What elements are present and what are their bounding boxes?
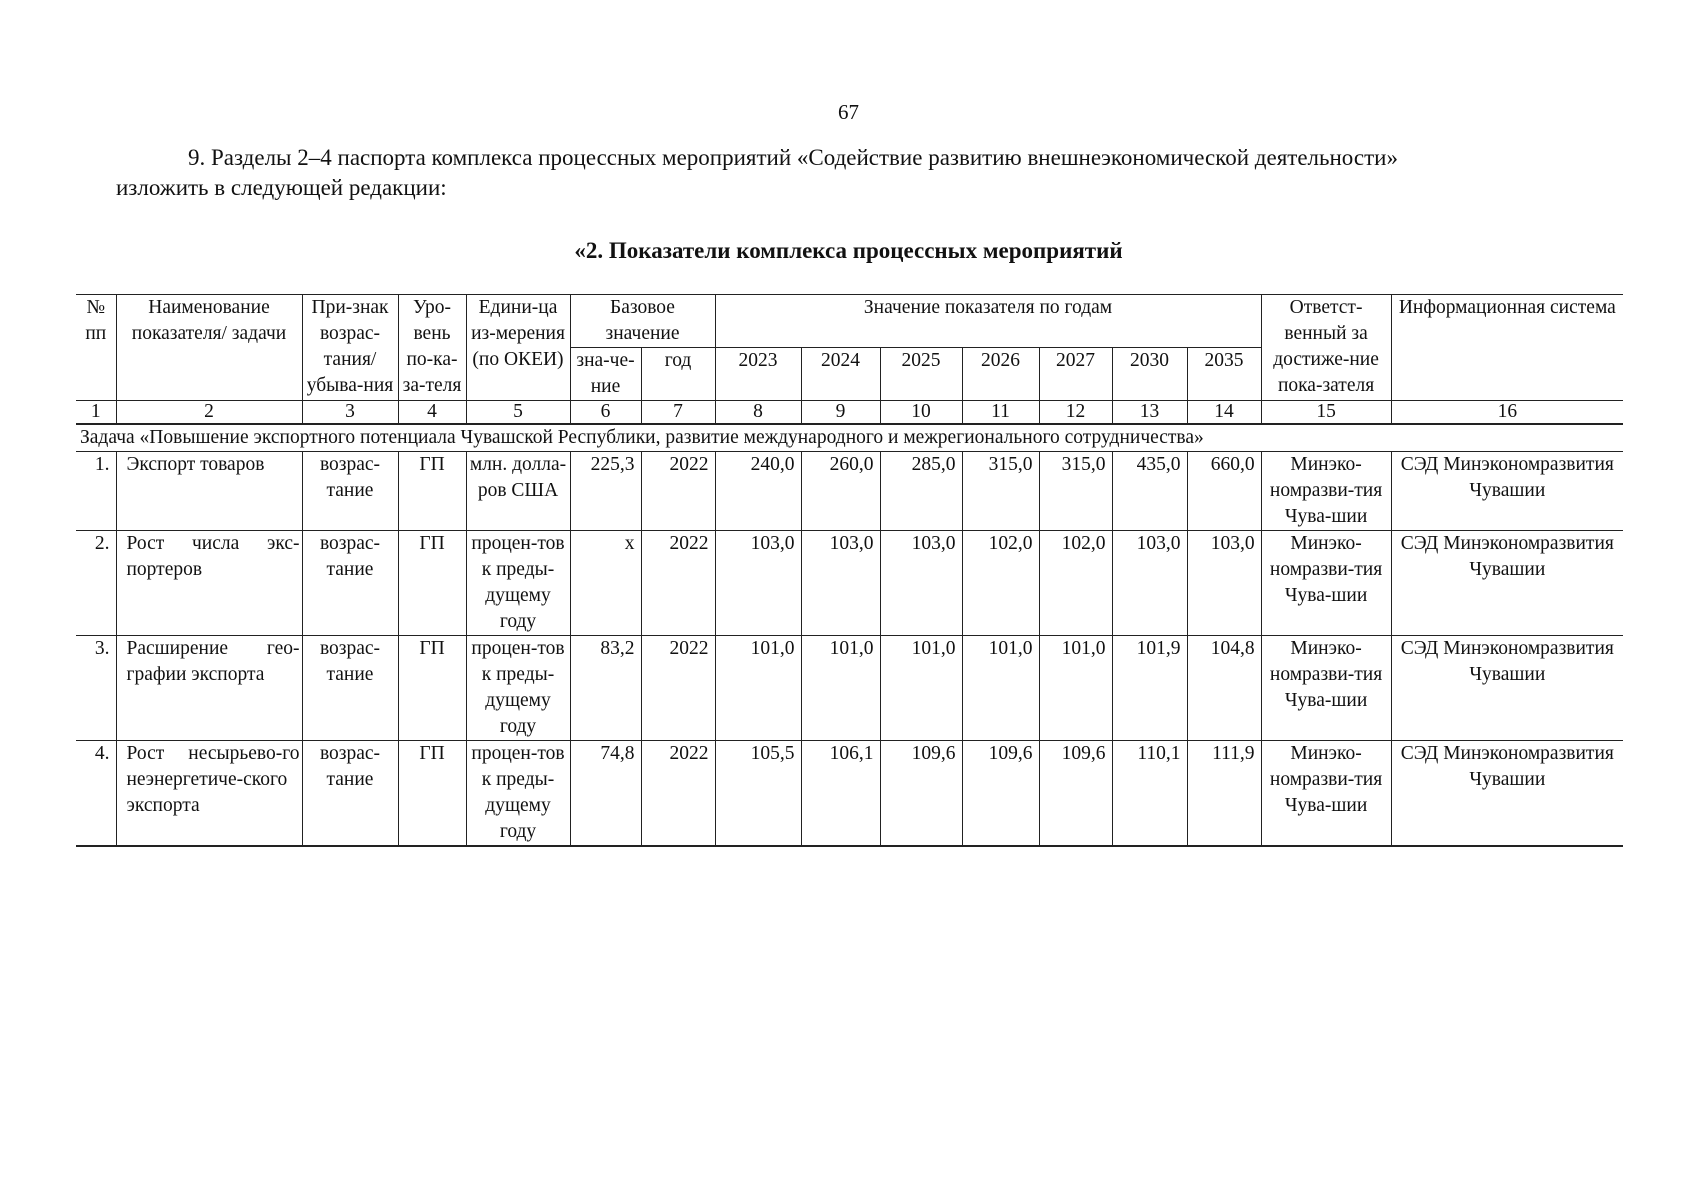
header-info-system: Информационная система: [1391, 295, 1623, 401]
header-values-by-year: Значение показателя по годам: [715, 295, 1261, 348]
column-number: 11: [962, 401, 1039, 425]
base-year: 2022: [641, 531, 715, 636]
header-base-year: год: [641, 348, 715, 401]
column-number: 1: [76, 401, 116, 425]
column-number: 10: [880, 401, 962, 425]
year-value: 660,0: [1187, 452, 1261, 531]
indicator-level: ГП: [398, 531, 466, 636]
info-system: СЭД Минэкономразвития Чувашии: [1391, 741, 1623, 847]
column-number: 16: [1391, 401, 1623, 425]
column-number-row: [76, 401, 1623, 425]
table-row: [76, 452, 1623, 531]
indicator-level: ГП: [398, 636, 466, 741]
task-title: Задача «Повышение экспортного потенциала Чувашской Республики, развитие международного и межрегионального сотрудничества»: [76, 424, 1623, 452]
header-year: 2027: [1039, 348, 1112, 401]
growth-sign: возрас-тание: [302, 452, 398, 531]
row-num: 3.: [76, 636, 116, 741]
year-value: 101,0: [801, 636, 880, 741]
column-number: 12: [1039, 401, 1112, 425]
column-number: 9: [801, 401, 880, 425]
header-responsible: Ответст-венный за достиже-ние пока-зателя: [1261, 295, 1391, 401]
header-name: Наименование показателя/ задачи: [116, 295, 302, 401]
header-base-value: зна-че-ние: [570, 348, 641, 401]
unit: млн. долла-ров США: [466, 452, 570, 531]
base-value: х: [570, 531, 641, 636]
year-value: 101,0: [962, 636, 1039, 741]
year-value: 435,0: [1112, 452, 1187, 531]
indicator-name: Рост несырьево-го неэнергетиче-ского экспорта: [116, 741, 302, 847]
growth-sign: возрас-тание: [302, 636, 398, 741]
year-value: 103,0: [801, 531, 880, 636]
header-unit: Едини-ца из-мерения (по ОКЕИ): [466, 295, 570, 401]
header-year: 2024: [801, 348, 880, 401]
year-value: 103,0: [1187, 531, 1261, 636]
year-value: 110,1: [1112, 741, 1187, 847]
year-value: 102,0: [962, 531, 1039, 636]
header-year: 2026: [962, 348, 1039, 401]
responsible: Минэко-номразви-тия Чува-шии: [1261, 636, 1391, 741]
page-number: 67: [838, 100, 859, 124]
indicator-level: ГП: [398, 741, 466, 847]
indicator-name: Рост числа экс-портеров: [116, 531, 302, 636]
year-value: 101,0: [1039, 636, 1112, 741]
column-number: 14: [1187, 401, 1261, 425]
header-year: 2035: [1187, 348, 1261, 401]
year-value: 103,0: [1112, 531, 1187, 636]
info-system: СЭД Минэкономразвития Чувашии: [1391, 636, 1623, 741]
responsible: Минэко-номразви-тия Чува-шии: [1261, 741, 1391, 847]
header-num: № пп: [76, 295, 116, 401]
row-num: 2.: [76, 531, 116, 636]
year-value: 103,0: [715, 531, 801, 636]
info-system: СЭД Минэкономразвития Чувашии: [1391, 452, 1623, 531]
intro-line-1: 9. Разделы 2–4 паспорта комплекса процессных мероприятий «Содействие развитию внешнеэкономической деятельности»: [188, 145, 1398, 170]
year-value: 260,0: [801, 452, 880, 531]
indicators-table: [76, 294, 1623, 847]
unit: процен-тов к преды-дущему году: [466, 741, 570, 847]
base-year: 2022: [641, 741, 715, 847]
table-row: [76, 636, 1623, 741]
column-number: 15: [1261, 401, 1391, 425]
base-value: 225,3: [570, 452, 641, 531]
year-value: 109,6: [962, 741, 1039, 847]
indicator-level: ГП: [398, 452, 466, 531]
unit: процен-тов к преды-дущему году: [466, 531, 570, 636]
header-level: Уро-вень по-ка-за-теля: [398, 295, 466, 401]
column-number: 3: [302, 401, 398, 425]
intro-line-2: изложить в следующей редакции:: [116, 175, 447, 200]
base-year: 2022: [641, 452, 715, 531]
year-value: 285,0: [880, 452, 962, 531]
growth-sign: возрас-тание: [302, 741, 398, 847]
header-year: 2023: [715, 348, 801, 401]
year-value: 103,0: [880, 531, 962, 636]
row-num: 4.: [76, 741, 116, 847]
intro-paragraph: [116, 143, 1596, 203]
table-row: [76, 531, 1623, 636]
row-num: 1.: [76, 452, 116, 531]
year-value: 109,6: [880, 741, 962, 847]
column-number: 6: [570, 401, 641, 425]
info-system: СЭД Минэкономразвития Чувашии: [1391, 531, 1623, 636]
year-value: 101,9: [1112, 636, 1187, 741]
responsible: Минэко-номразви-тия Чува-шии: [1261, 452, 1391, 531]
header-sign: При-знак возрас-тания/ убыва-ния: [302, 295, 398, 401]
year-value: 111,9: [1187, 741, 1261, 847]
year-value: 104,8: [1187, 636, 1261, 741]
task-row: [76, 424, 1623, 452]
base-year: 2022: [641, 636, 715, 741]
year-value: 105,5: [715, 741, 801, 847]
year-value: 315,0: [1039, 452, 1112, 531]
year-value: 101,0: [715, 636, 801, 741]
year-value: 101,0: [880, 636, 962, 741]
column-number: 4: [398, 401, 466, 425]
header-year: 2025: [880, 348, 962, 401]
unit: процен-тов к преды-дущему году: [466, 636, 570, 741]
table-row: [76, 741, 1623, 847]
base-value: 74,8: [570, 741, 641, 847]
column-number: 5: [466, 401, 570, 425]
column-number: 13: [1112, 401, 1187, 425]
column-number: 7: [641, 401, 715, 425]
year-value: 109,6: [1039, 741, 1112, 847]
growth-sign: возрас-тание: [302, 531, 398, 636]
year-value: 102,0: [1039, 531, 1112, 636]
year-value: 240,0: [715, 452, 801, 531]
indicator-name: Экспорт товаров: [116, 452, 302, 531]
base-value: 83,2: [570, 636, 641, 741]
section-heading: «2. Показатели комплекса процессных мероприятий: [574, 238, 1123, 263]
year-value: 106,1: [801, 741, 880, 847]
header-base: Базовое значение: [570, 295, 715, 348]
column-number: 2: [116, 401, 302, 425]
header-year: 2030: [1112, 348, 1187, 401]
column-number: 8: [715, 401, 801, 425]
year-value: 315,0: [962, 452, 1039, 531]
responsible: Минэко-номразви-тия Чува-шии: [1261, 531, 1391, 636]
indicator-name: Расширение гео-графии экспорта: [116, 636, 302, 741]
